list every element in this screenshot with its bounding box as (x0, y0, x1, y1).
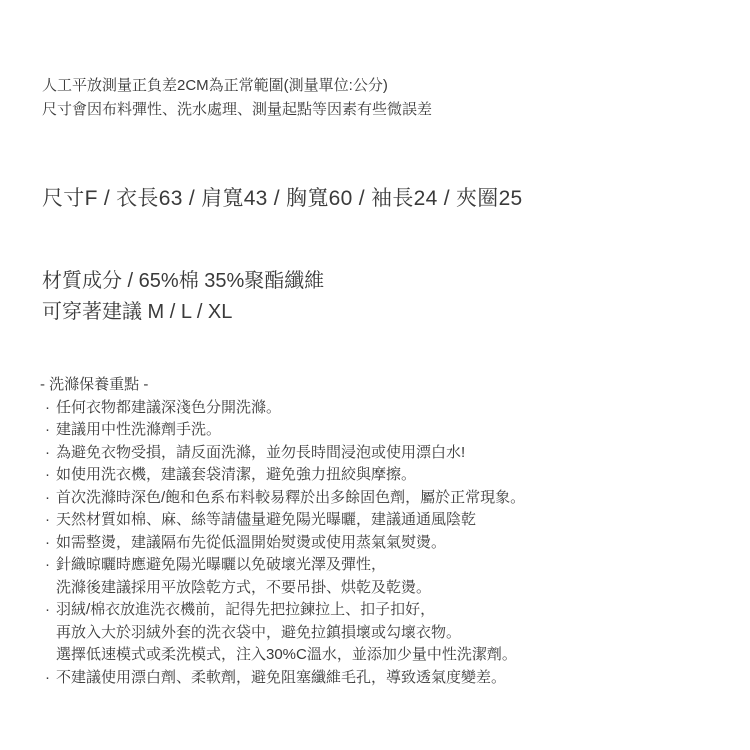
bullet-dot: · (45, 421, 50, 438)
bullet-dot: · (45, 511, 50, 528)
size-spec-line: 尺寸F / 衣長63 / 肩寬43 / 胸寬60 / 袖長24 / 夾圈25 (42, 187, 523, 210)
bullet-dot: · (45, 556, 50, 573)
care-line-text: 洗滌後建議採用平放陰乾方式，不要吊掛、烘乾及乾燙。 (56, 578, 432, 596)
care-line-text: 首次洗滌時深色/飽和色系布料較易釋於出多餘固色劑，屬於正常現象。 (56, 488, 526, 506)
care-line (40, 487, 525, 510)
care-line (40, 622, 525, 645)
care-line (40, 667, 525, 690)
material-block (42, 266, 324, 327)
measurement-notes (42, 74, 432, 121)
bullet-dot: · (45, 601, 50, 618)
care-line (40, 599, 525, 622)
bullet-dot: · (45, 443, 50, 461)
bullet-dot: · (45, 668, 50, 686)
care-line (40, 397, 525, 420)
care-line (40, 509, 525, 532)
bullet-dot: · (45, 466, 50, 483)
fit-suggestion: 可穿著建議 M / L / XL (42, 300, 233, 323)
bullet-dot: · (45, 398, 50, 416)
care-line (40, 419, 525, 442)
care-line (40, 554, 525, 577)
care-line-text: 為避免衣物受損，請反面洗滌，並勿長時間浸泡或使用漂白水! (56, 443, 466, 461)
measurement-note-line2: 尺寸會因布料彈性、洗水處理、測量起點等因素有些微誤差 (42, 100, 433, 118)
care-line-text: 天然材質如棉、麻、絲等請儘量避免陽光曝曬，建議通通風陰乾 (56, 511, 477, 528)
bullet-dot: · (45, 533, 50, 551)
care-line-text: 羽絨/棉衣放進洗衣機前，記得先把拉鍊拉上、扣子扣好， (56, 601, 436, 618)
material-composition: 材質成分 / 65%棉 35%聚酯纖維 (42, 270, 325, 292)
care-line (40, 577, 525, 600)
care-line (40, 532, 525, 555)
bullet-dot: · (45, 488, 50, 506)
care-line-text: 任何衣物都建議深淺色分開洗滌。 (56, 398, 282, 416)
care-line (40, 644, 525, 667)
care-line-text: 再放入大於羽絨外套的洗衣袋中，避免拉鎮損壞或勾壞衣物。 (56, 623, 462, 641)
measurement-note-line1: 人工平放測量正負差2CM為正常範圍(測量單位:公分) (42, 77, 388, 94)
care-section-heading: - 洗滌保養重點 - (40, 376, 149, 393)
care-line-text: 如使用洗衣機，建議套袋清潔，避免強力扭絞與摩擦。 (56, 466, 417, 483)
care-line-text: 選擇低速模式或柔洗模式，注入30%C溫水，並添加少量中性洗潔劑。 (56, 646, 517, 663)
care-list (40, 397, 525, 690)
care-line (40, 442, 525, 465)
care-line (40, 464, 525, 487)
care-line-text: 如需整燙，建議隔布先從低溫開始熨燙或使用蒸氣氣熨燙。 (56, 533, 447, 551)
care-line-text: 針織晾曬時應避免陽光曝曬以免破壞光澤及彈性， (56, 556, 387, 573)
care-section (40, 374, 525, 689)
care-line-text: 建議用中性洗滌劑手洗。 (56, 421, 222, 438)
care-line-text: 不建議使用漂白劑、柔軟劑，避免阻塞纖維毛孔，導致透氣度變差。 (56, 668, 507, 686)
